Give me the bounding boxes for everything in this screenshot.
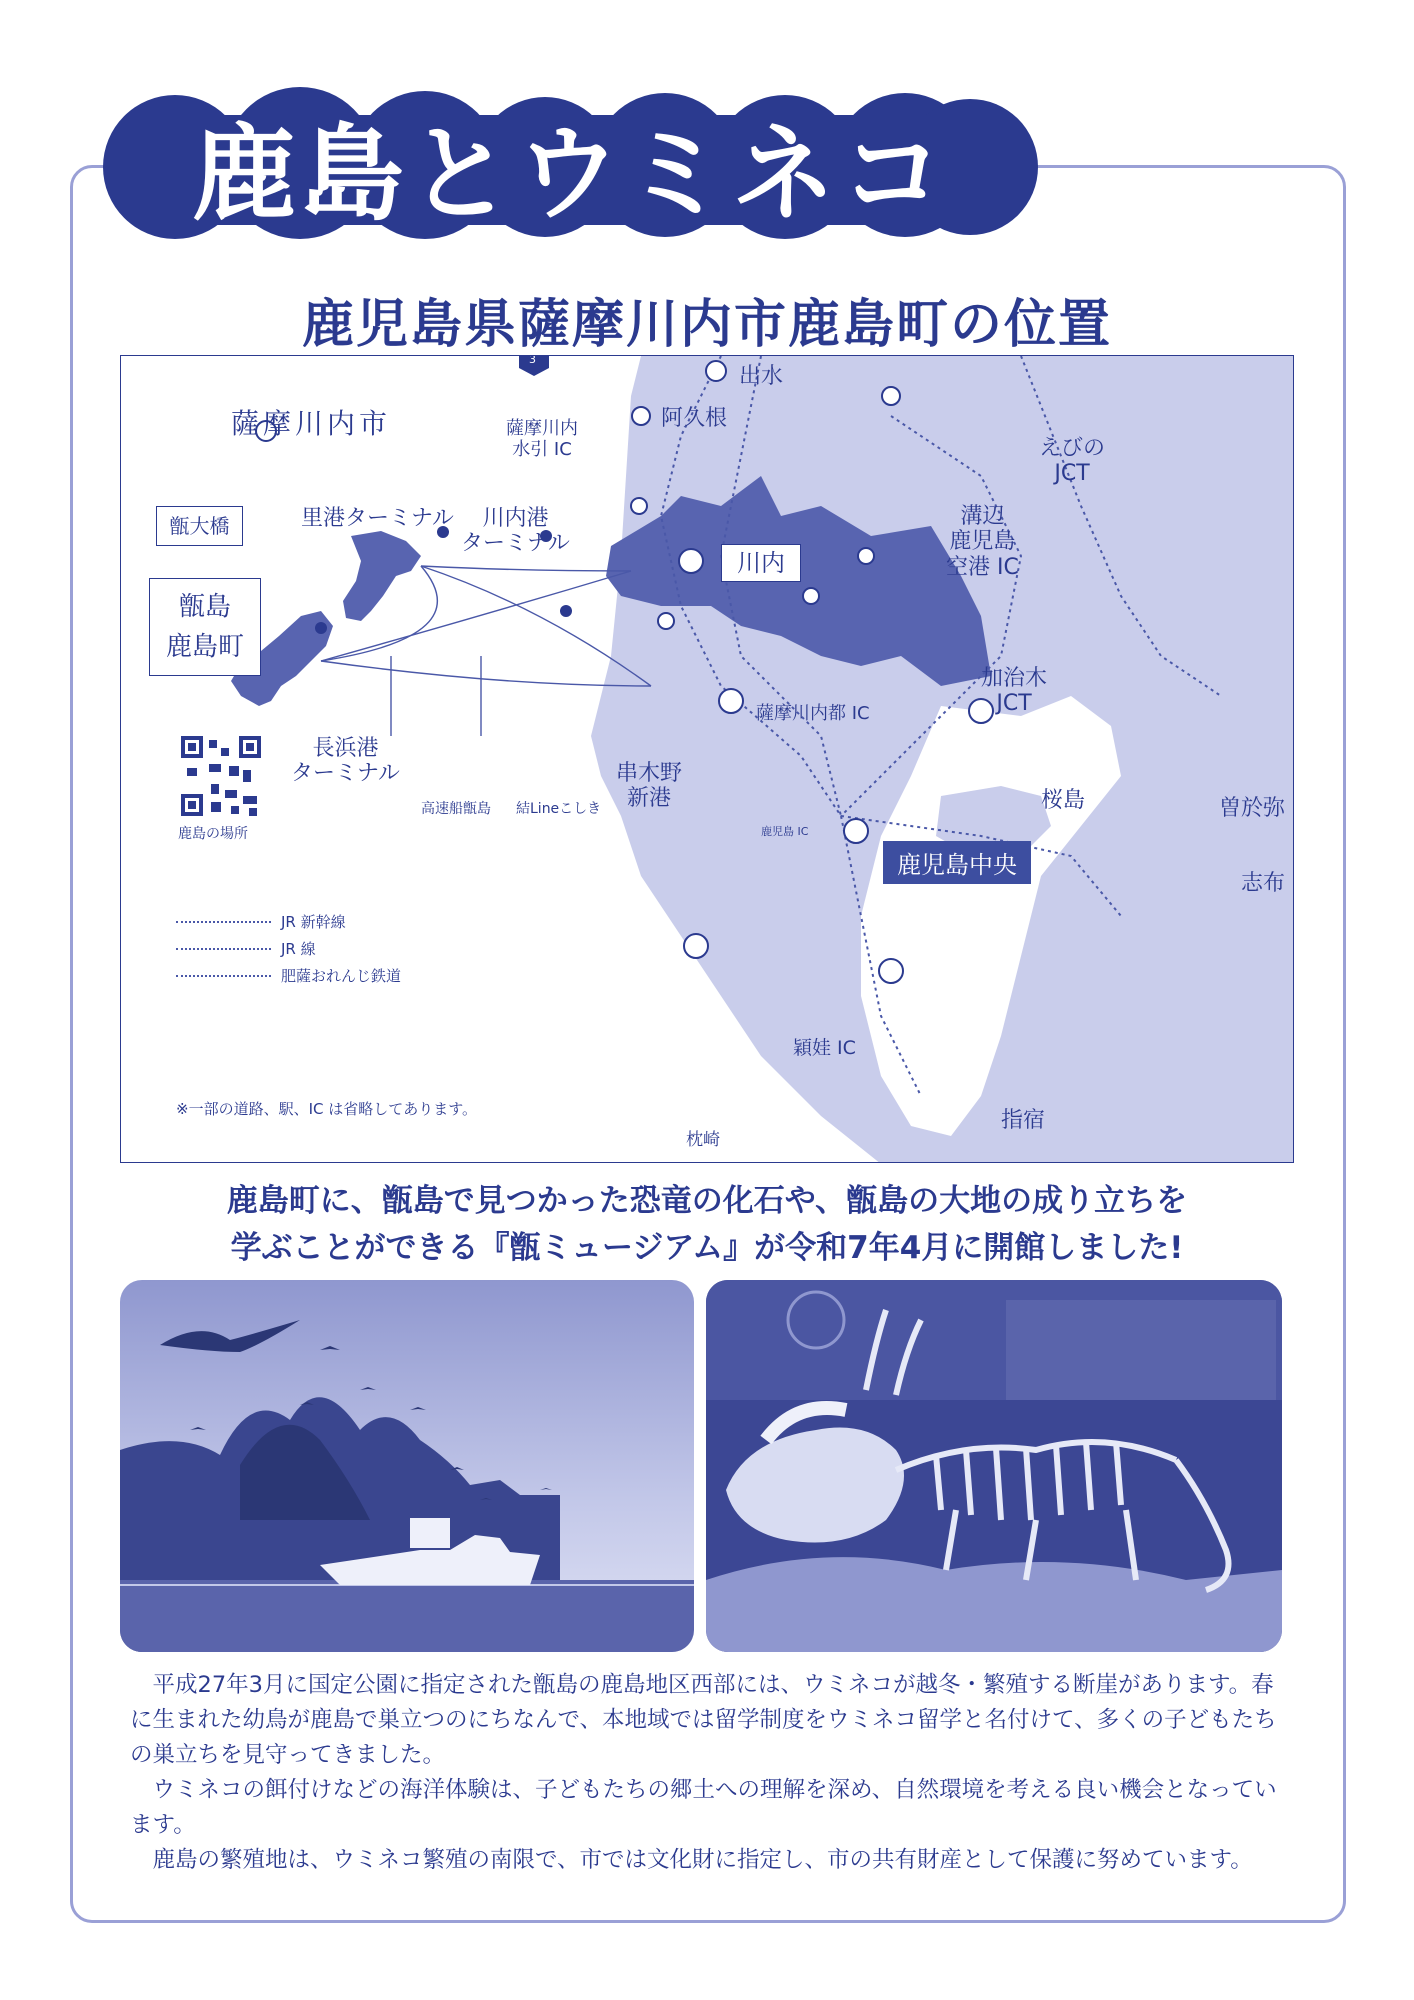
kushikino-line1: 串木野 <box>616 761 683 786</box>
paragraph-1: 平成27年3月に国定公園に指定された甑島の鹿島地区西部には、ウミネコが越冬・繁殖する断崖があります。春に生まれた幼鳥が鹿島で巣立つのにちなんで、本地域では留学制度をウミネコ留学と名付けて、多くの子どもたちの巣立ちを見守ってきました。 <box>130 1672 1277 1768</box>
kagoshima-chuo-label: 鹿児島中央 <box>883 841 1031 884</box>
izumi-label: 出水 <box>739 364 784 389</box>
kushikino-port-label <box>616 761 682 812</box>
map-note: ※一部の道路、駅、IC は省略してあります。 <box>176 1100 478 1118</box>
paragraph-2: ウミネコの餌付けなどの海洋体験は、子どもたちの郷土への理解を深め、自然環境を考える良い機会となっています。 <box>130 1777 1277 1838</box>
nagahama-terminal-label <box>291 736 400 787</box>
sendai-port-line1: 川内港 <box>482 506 549 531</box>
kajiki-jct-label <box>981 666 1047 717</box>
nagahama-line1: 長浜港 <box>312 736 379 761</box>
mizuhiki-ic-label <box>506 419 578 460</box>
legend-orange-text: 肥薩おれんじ鉄道 <box>281 967 402 985</box>
sendai-port-label <box>461 506 570 557</box>
shibushi-label: 志布 <box>1241 871 1286 896</box>
title-banner <box>95 85 1045 245</box>
legend-jr-text: JR 線 <box>281 940 316 958</box>
sato-terminal-label: 里港ターミナル <box>301 506 454 531</box>
sakurajima-label: 桜島 <box>1041 788 1086 813</box>
mizobe-line2: 鹿児島 <box>949 529 1016 555</box>
mizuhiki-line1: 薩摩川内 <box>506 418 578 439</box>
paragraph-3: 鹿島の繁殖地は、ウミネコ繁殖の南限で、市では文化財に指定し、市の共有財産として保護に努めています。 <box>152 1847 1253 1873</box>
legend-shinkansen-text: JR 新幹線 <box>281 913 346 931</box>
soo-label: 曽於弥 <box>1219 796 1286 821</box>
qr-caption: 鹿島の場所 <box>178 826 248 842</box>
ebino-jct-label <box>1039 436 1105 487</box>
mizobe-line1: 溝辺 <box>960 504 1005 529</box>
legend-jr <box>176 938 316 959</box>
map-heading: 鹿児島県薩摩川内市鹿島町の位置 <box>301 295 1112 355</box>
kagoshima-ic-label: 鹿児島 IC <box>761 825 809 838</box>
location-map <box>120 355 1294 1163</box>
kashima-town-label <box>149 578 261 676</box>
mizobe-line3: 空港 IC <box>946 554 1019 580</box>
sendai-port-line2: ターミナル <box>461 531 570 557</box>
dinosaur-fossil-photo <box>706 1280 1282 1652</box>
ferry-yui-label: 結Lineこしき <box>516 801 602 817</box>
legend-orange <box>176 965 401 986</box>
sendai-miyako-ic-label: 薩摩川内都 IC <box>756 703 870 724</box>
ferry-high-speed-label: 高速船甑島 <box>421 801 491 817</box>
kajiki-line1: 加治木 <box>981 666 1048 691</box>
museum-announcement <box>120 1178 1294 1272</box>
town-label-line2: 鹿島町 <box>165 632 244 662</box>
city-area-label: 薩摩川内市 <box>231 407 392 440</box>
makurazaki-label: 枕崎 <box>686 1130 720 1150</box>
route-3-label: 3 <box>529 355 536 366</box>
mizuhiki-line2: 水引 IC <box>512 438 572 460</box>
ebino-line2: JCT <box>1054 461 1090 487</box>
announcement-line1: 鹿島町に、甑島で見つかった恐竜の化石や、甑島の大地の成り立ちを <box>226 1183 1188 1219</box>
kajiki-line2: JCT <box>996 691 1032 717</box>
akune-label: 阿久根 <box>661 406 728 431</box>
announcement-line2: 学ぶことができる『甑ミュージアム』が令和7年4月に開館しました! <box>230 1230 1184 1266</box>
page-title: 鹿島とウミネコ <box>191 113 948 235</box>
legend-shinkansen <box>176 911 346 932</box>
ibusuki-label: 指宿 <box>1001 1108 1046 1133</box>
bridge-label: 甑大橋 <box>156 506 243 546</box>
kushikino-line2: 新港 <box>627 786 672 812</box>
ebino-line1: えびの <box>1039 436 1106 461</box>
town-label-line1: 甑島 <box>178 592 231 622</box>
seagull-cliff-photo <box>120 1280 694 1652</box>
sendai-label: 川内 <box>721 544 801 582</box>
eino-ic-label: 穎娃 IC <box>793 1037 856 1059</box>
nagahama-line2: ターミナル <box>291 761 400 787</box>
mizobe-ic-label <box>946 504 1019 580</box>
qr-code <box>181 736 261 816</box>
body-text <box>130 1668 1290 1878</box>
